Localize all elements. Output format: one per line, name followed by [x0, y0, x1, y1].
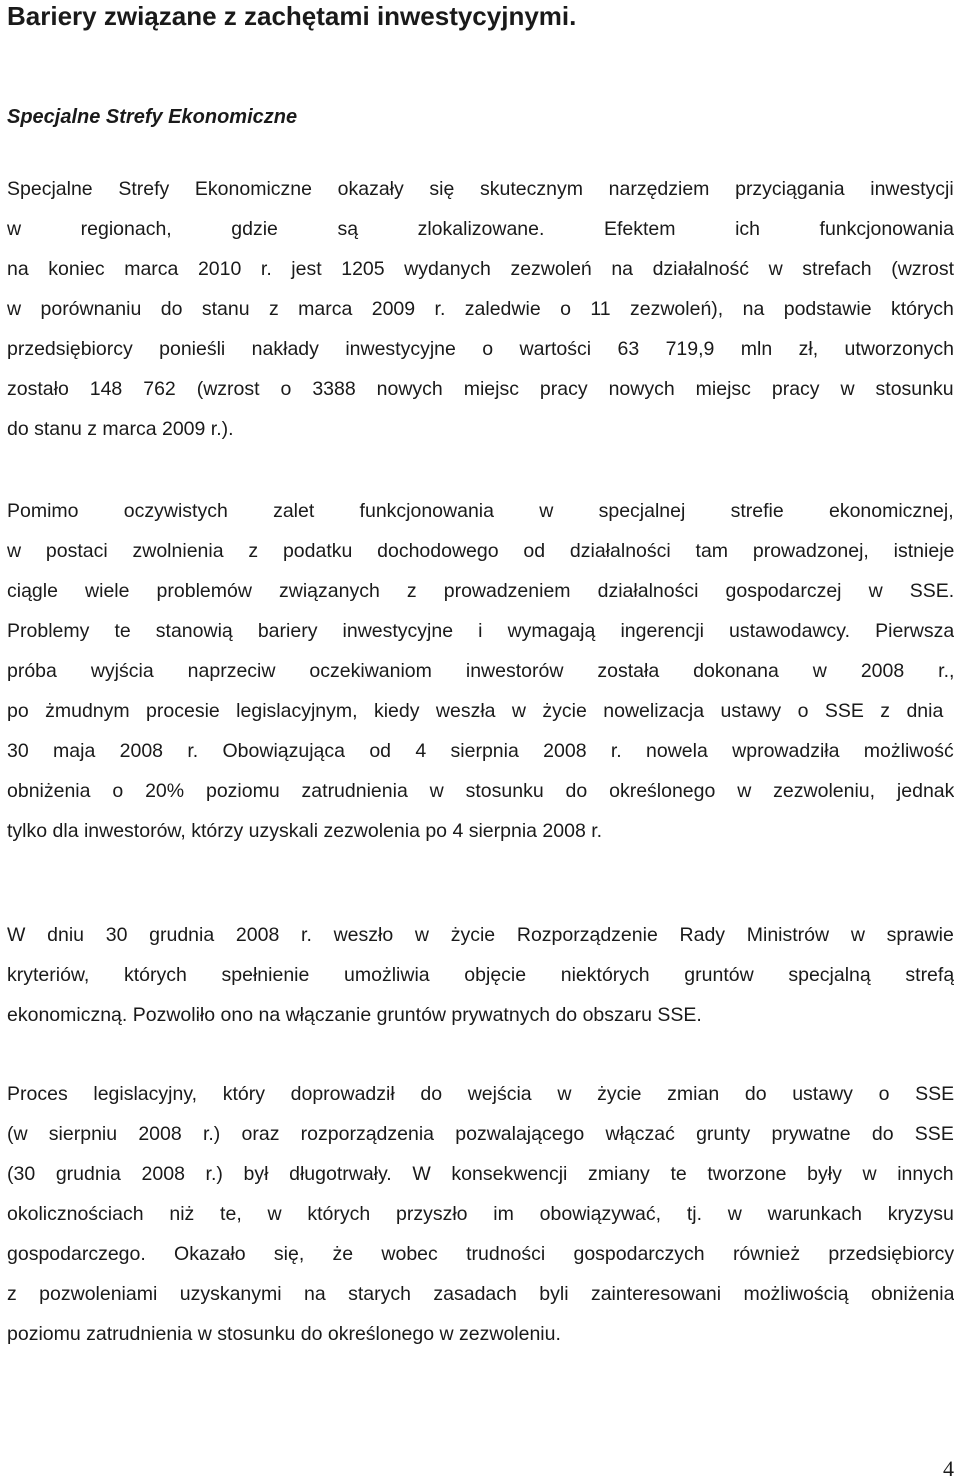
- paragraph-line: Specjalne Strefy Ekonomiczne okazały się skutecznym narzędziem przyciągania inwestycji: [7, 178, 954, 200]
- section-heading: Specjalne Strefy Ekonomiczne: [7, 106, 298, 128]
- paragraph-line: gospodarczego. Okazało się, że wobec trudności gospodarczych również przedsiębiorcy: [7, 1243, 954, 1265]
- paragraph-line: w porównaniu do stanu z marca 2009 r. zaledwie o 11 zezwoleń), na podstawie których: [7, 298, 954, 320]
- paragraph-line: z pozwoleniami uzyskanymi na starych zasadach byli zainteresowani możliwością obniżenia: [7, 1283, 954, 1305]
- paragraph-line: do stanu z marca 2009 r.).: [7, 418, 234, 440]
- paragraph-line: 30 maja 2008 r. Obowiązująca od 4 sierpnia 2008 r. nowela wprowadziła możliwość: [7, 740, 954, 762]
- paragraph-line: przedsiębiorcy ponieśli nakłady inwestycyjne o wartości 63 719,9 mln zł, utworzonych: [7, 338, 954, 360]
- document-title: Bariery związane z zachętami inwestycyjnymi.: [7, 1, 577, 31]
- paragraph-line: W dniu 30 grudnia 2008 r. weszło w życie Rozporządzenie Rady Ministrów w sprawie: [7, 924, 954, 946]
- paragraph-line: tylko dla inwestorów, którzy uzyskali zezwolenia po 4 sierpnia 2008 r.: [7, 820, 603, 842]
- paragraph-sse-problems: [7, 491, 954, 851]
- paragraph-line: Pomimo oczywistych zalet funkcjonowania w specjalnej strefie ekonomicznej,: [7, 500, 954, 522]
- paragraph-line: poziomu zatrudnienia w stosunku do określonego w zezwoleniu.: [7, 1323, 561, 1345]
- paragraph-line: próba wyjścia naprzeciw oczekiwaniom inwestorów została dokonana w 2008 r.,: [7, 660, 954, 682]
- paragraph-line: w regionach, gdzie są zlokalizowane. Efektem ich funkcjonowania: [7, 218, 954, 240]
- paragraph-line: po żmudnym procesie legislacyjnym, kiedy weszła w życie nowelizacja ustawy o SSE z dnia: [7, 700, 944, 722]
- paragraph-line: obniżenia o 20% poziomu zatrudnienia w stosunku do określonego w zezwoleniu, jednak: [7, 780, 954, 802]
- paragraph-sse-intro: [7, 169, 954, 449]
- paragraph-legislative-process: [7, 1074, 954, 1354]
- paragraph-line: kryteriów, których spełnienie umożliwia objęcie niektórych gruntów specjalną strefą: [7, 964, 954, 986]
- paragraph-line: ekonomiczną. Pozwoliło ono na włączanie gruntów prywatnych do obszaru SSE.: [7, 1004, 702, 1026]
- paragraph-line: (w sierpniu 2008 r.) oraz rozporządzenia pozwalającego włączać grunty prywatne do SSE: [7, 1123, 954, 1145]
- paragraph-regulation: [7, 915, 954, 1035]
- paragraph-line: Problemy te stanowią bariery inwestycyjne i wymagają ingerencji ustawodawcy. Pierwsza: [7, 620, 954, 642]
- paragraph-line: ciągle wiele problemów związanych z prowadzeniem działalności gospodarczej w SSE.: [7, 580, 954, 602]
- paragraph-line: (30 grudnia 2008 r.) był długotrwały. W konsekwencji zmiany te tworzone były w innych: [7, 1163, 954, 1185]
- paragraph-line: okolicznościach niż te, w których przyszło im obowiązywać, tj. w warunkach kryzysu: [7, 1203, 954, 1225]
- paragraph-line: zostało 148 762 (wzrost o 3388 nowych miejsc pracy nowych miejsc pracy w stosunku: [7, 378, 954, 400]
- paragraph-line: w postaci zwolnienia z podatku dochodowego od działalności tam prowadzonej, istnieje: [7, 540, 954, 562]
- paragraph-line: Proces legislacyjny, który doprowadził do wejścia w życie zmian do ustawy o SSE: [7, 1083, 954, 1105]
- paragraph-line: na koniec marca 2010 r. jest 1205 wydanych zezwoleń na działalność w strefach (wzrost: [7, 258, 954, 280]
- page-number: 4: [943, 1456, 954, 1481]
